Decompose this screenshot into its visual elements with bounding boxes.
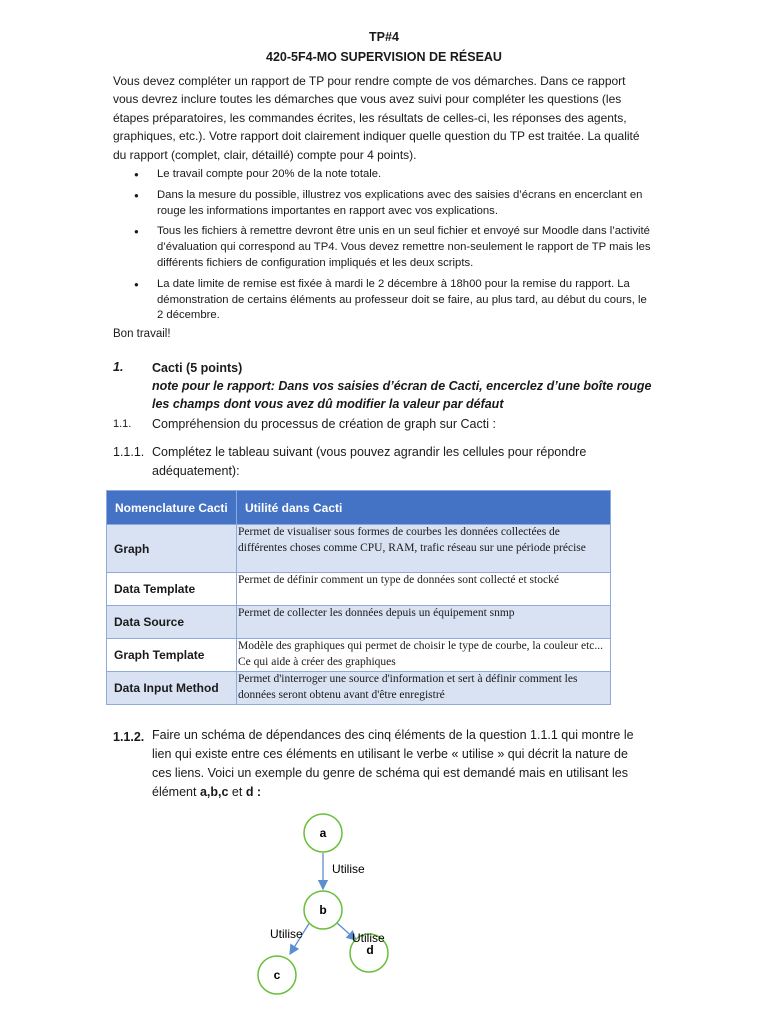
table-row [107, 639, 611, 672]
table-row [107, 573, 611, 606]
table-row [107, 525, 611, 573]
section-number: 1. [113, 360, 124, 374]
header-utilite: Utilité dans Cacti [237, 491, 611, 525]
use-cell: Permet de visualiser sous formes de courbes les données collectées de différentes choses comme CPU, RAM, trafic réseau sur une période précise [237, 525, 611, 573]
edge-label-b-d: Utilise [352, 931, 385, 945]
subsection-number: 1.1. [113, 418, 132, 430]
section-title: Cacti (5 points) [152, 361, 243, 375]
table-row [107, 672, 611, 705]
use-cell: Permet de définir comment un type de données sont collecté et stocké [237, 573, 611, 606]
term-cell: Graph Template [107, 639, 237, 672]
node-a-label: a [319, 826, 327, 840]
node-b-label: b [319, 903, 327, 917]
node-c-label: c [273, 968, 281, 982]
doc-title-course: 420-5F4-MO SUPERVISION DE RÉSEAU [266, 50, 502, 64]
term-cell: Graph [107, 525, 237, 573]
section-heading [152, 359, 662, 413]
closing-text: Bon travail! [113, 328, 171, 340]
edge-label-b-c: Utilise [270, 927, 303, 941]
table-row [107, 606, 611, 639]
question-number: 1.1.1. [113, 445, 145, 459]
subsection-title: Compréhension du processus de création de graph sur Cacti : [152, 417, 496, 431]
term-cell: Data Source [107, 606, 237, 639]
nomenclature-table [106, 490, 611, 705]
edge-label-a-b: Utilise [332, 862, 365, 876]
use-cell: Modèle des graphiques qui permet de choisir le type de courbe, la couleur etc... Ce qui aide à créer des graphiques [237, 639, 611, 672]
question-text [152, 726, 648, 802]
doc-title-tp: TP#4 [369, 30, 399, 44]
question-text: Complétez le tableau suivant (vous pouvez agrandir les cellules pour répondre adéquatement): [152, 445, 587, 478]
intro-paragraph: Vous devez compléter un rapport de TP pour rendre compte de vos démarches. Dans ce rapport vous devrez inclure toutes les démarches que vous avez suivi pour compléter les questions (les étapes préparatoires, les commandes écrites, les résultats de celles-ci, les réponses des agents, graphiques, etc.). Votre rapport doit clairement indiquer quelle question du TP est traitée. La qualité du rapport (complet, clair, détaillé) compte pour 4 points). [113, 74, 640, 162]
question-element-d: d : [245, 785, 262, 799]
question-end-prefix: élément [152, 785, 200, 799]
list-item: ● Dans la mesure du possible, illustrez vos explications avec des saisies d’écrans en encerclant en rouge les informations importantes en rapport avec vos explications. [113, 188, 653, 220]
question-number: 1.1.2. [113, 730, 145, 744]
node-d-label: d [366, 943, 374, 957]
list-item: ● La date limite de remise est fixée à mardi le 2 décembre à 18h00 pour la remise du rapport. La démonstration de certains éléments au professeur doit se faire, au plus tard, au début du cours, le 2 décembre. [113, 277, 653, 324]
question-elements: a,b,c [199, 785, 229, 799]
instructions-list [113, 167, 653, 329]
use-cell: Permet d'interroger une source d'information et sert à définir comment les données seront obtenu avant d'être enregistré [237, 672, 611, 705]
section-note: note pour le rapport: Dans vos saisies d’écran de Cacti, encerclez d’une boîte rouge les champs dont vous avez dû modifier la valeur par défaut [152, 379, 652, 411]
table-header-row [107, 491, 611, 525]
list-item: ● Le travail compte pour 20% de la note totale. [113, 167, 653, 183]
term-cell: Data Input Method [107, 672, 237, 705]
dependency-diagram [240, 805, 420, 1005]
header-nomenclature: Nomenclature Cacti [107, 491, 237, 525]
list-item: ● Tous les fichiers à remettre devront être unis en un seul fichier et envoyé sur Moodle dans l’activité d’évaluation qui correspond au TP4. Vous devez remettre non-seulement le rapport de TP mais les différents fichiers de configuration impliqués et les deux scripts. [113, 224, 653, 271]
question-and: et [228, 785, 246, 799]
use-cell: Permet de collecter les données depuis un équipement snmp [237, 606, 611, 639]
term-cell: Data Template [107, 573, 237, 606]
question-body: Faire un schéma de dépendances des cinq éléments de la question 1.1.1 qui montre le lien qui existe entre ces éléments en utilisant le verbe « utilise » qui décrit la nature de ces liens. Voici un exemple du genre de schéma qui est demandé mais en utilisant les [152, 728, 634, 780]
